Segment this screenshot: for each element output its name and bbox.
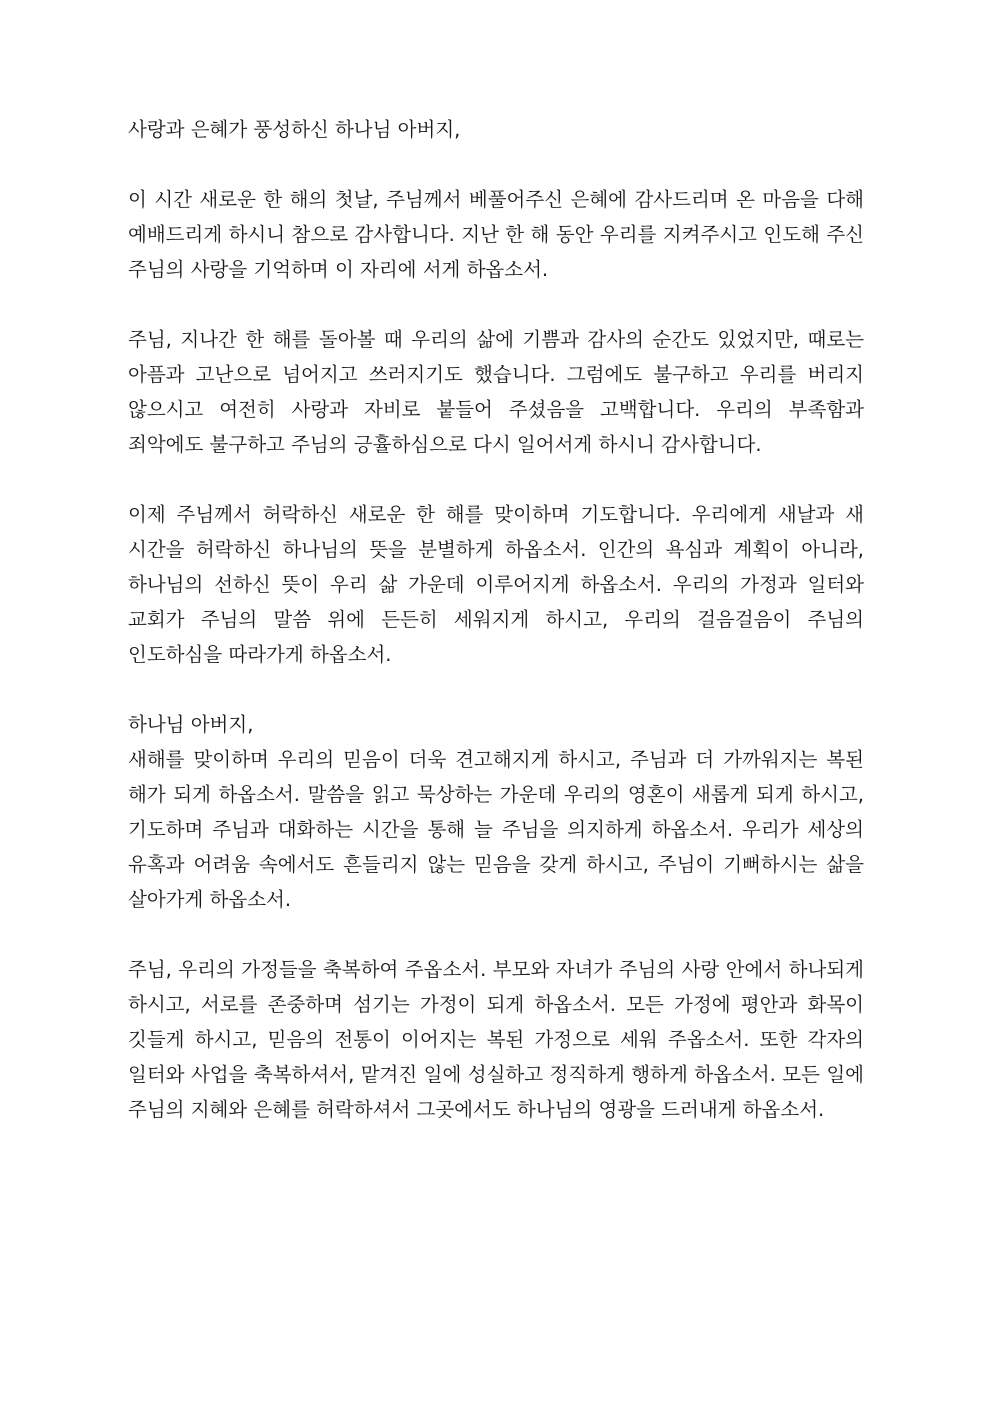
paragraph-faith-block [128,707,864,917]
paragraph-thanksgiving: 이 시간 새로운 한 해의 첫날, 주님께서 베풀어주신 은혜에 감사드리며 온 마음을 다해 예배드리게 하시니 참으로 감사합니다. 지난 한 해 동안 우리를 지켜주시고 인도해 주신 주님의 사랑을 기억하며 이 자리에 서게 하옵소서. [128,188,864,281]
second-greeting: 하나님 아버지, [128,713,254,736]
prayer-body [128,112,864,1162]
paragraph-new-year: 이제 주님께서 허락하신 새로운 한 해를 맞이하며 기도합니다. 우리에게 새날과 새 시간을 허락하신 하나님의 뜻을 분별하게 하옵소서. 인간의 욕심과 계획이 아니라, 하나님의 선하신 뜻이 우리 삶 가운데 이루어지게 하옵소서. 우리의 가정과 일터와 교회가 주님의 말씀 위에 든든히 세워지게 하시고, 우리의 걸음걸음이 주님의 인도하심을 따라가게 하옵소서. [128,503,864,666]
paragraph-faith: 새해를 맞이하며 우리의 믿음이 더욱 견고해지게 하시고, 주님과 더 가까워지는 복된 해가 되게 하옵소서. 말씀을 읽고 묵상하는 가운데 우리의 영혼이 새롭게 되게 하시고, 기도하며 주님과 대화하는 시간을 통해 늘 주님을 의지하게 하옵소서. 우리가 세상의 유혹과 어려움 속에서도 흔들리지 않는 믿음을 갖게 하시고, 주님이 기뻐하시는 삶을 살아가게 하옵소서. [128,748,864,911]
paragraph-family: 주님, 우리의 가정들을 축복하여 주옵소서. 부모와 자녀가 주님의 사랑 안에서 하나되게 하시고, 서로를 존중하며 섬기는 가정이 되게 하옵소서. 모든 가정에 평안과 화목이 깃들게 하시고, 믿음의 전통이 이어지는 복된 가정으로 세워 주옵소서. 또한 각자의 일터와 사업을 축복하셔서, 맡겨진 일에 성실하고 정직하게 행하게 하옵소서. 모든 일에 주님의 지혜와 은혜를 허락하셔서 그곳에서도 하나님의 영광을 드러내게 하옵소서. [128,958,864,1121]
paragraph-reflection: 주님, 지나간 한 해를 돌아볼 때 우리의 삶에 기쁨과 감사의 순간도 있었지만, 때로는 아픔과 고난으로 넘어지고 쓰러지기도 했습니다. 그럼에도 불구하고 우리를 버리지 않으시고 여전히 사랑과 자비로 붙들어 주셨음을 고백합니다. 우리의 부족함과 죄악에도 불구하고 주님의 긍휼하심으로 다시 일어서게 하시니 감사합니다. [128,328,864,456]
opening-greeting: 사랑과 은혜가 풍성하신 하나님 아버지, [128,118,461,141]
